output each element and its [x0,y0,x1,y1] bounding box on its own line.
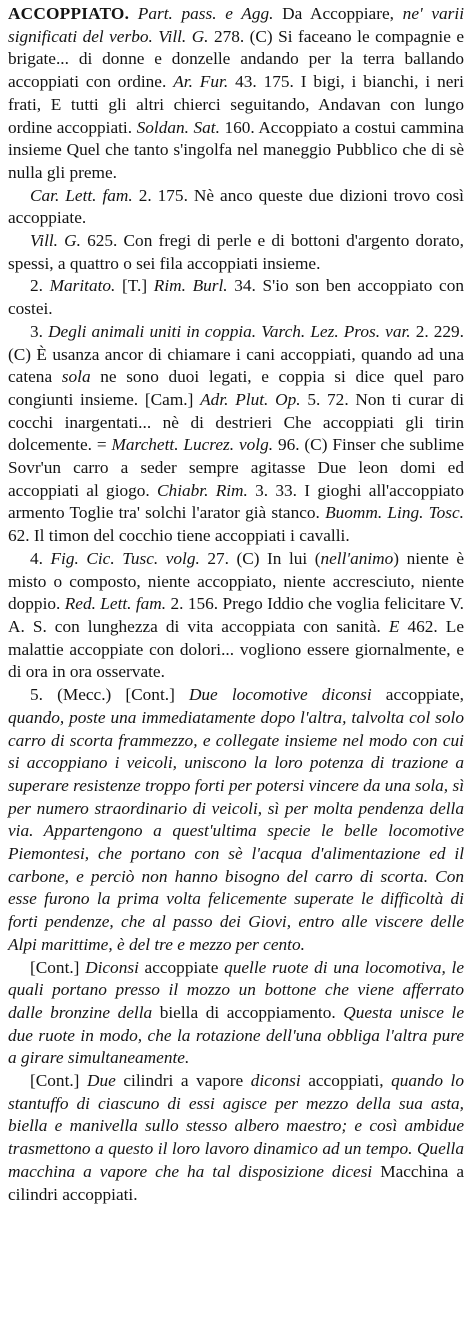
entry-headword: ACCOPPIATO. [8,4,130,23]
text-run: Da [282,4,311,23]
text-run: 34. S'io son ben accoppiato con costei. [8,276,464,319]
text-run: Fig. Cic. Tusc. volg. [50,548,200,568]
text-run: 3. 33. I gioghi all'accoppiato armento Toglie tra' solchi l'arator già stanco. [8,480,465,523]
entry-grammar: Part. pass. e Agg. [137,4,274,23]
text-run: biella di accoppiamento. [152,1002,344,1022]
text-run: 3. [30,321,49,341]
text-run: 462. Le malattie accoppiate con dolori... vogliono essere giornalmente, e di ora in ora osservate. [8,616,464,682]
text-run: diconsi [250,1071,301,1091]
text-run: accoppiati, [300,1071,392,1091]
text-run: , [389,4,403,23]
text-run: Maritato. [49,276,116,296]
text-run: Degli animali uniti in coppia. Varch. Lez. Pros. var. [48,321,411,341]
entry-sense-1-text [8,4,464,182]
text-run: [Cont.] [30,957,86,977]
text-run: Chiabr. Rim. [157,480,248,500]
text-run: Car. Lett. fam. [30,185,133,205]
text-run: quando lo stantuffo di ciascuno di essi agisce per mezzo della sua asta, biella e manivella sullo stesso albero maestro; e così ambidue trasmettono a questo il loro lavoro dinamico ad un tempo. Quella macchina a vapore che ha tal disposizione dicesi [8,1071,464,1181]
text-run: 160. Accoppiato a costui cammina insieme Quel che tanto s'ingolfa nel maneggio Pubblico che di sè nulla gli preme. [8,117,464,182]
entry-sense-5-ruote [8,957,464,1071]
text-run: Questa unisce le due ruote in modo, che la rotazione dell'una obbliga l'altra pure a girare simultaneamente. [8,1002,465,1068]
text-run: ne sono duoi legati, e coppia si dice quel paro congiunti insieme. [Cam.] [8,367,464,409]
text-run: 5. 72. Non ti curar di cocchi inargentati... nè di destrieri Che accoppiati gli tirin dolcemente. = [8,389,465,455]
text-run: [T.] [115,276,154,296]
text-run: quelle ruote di una locomotiva, le quali portano presso il mozzo un bottone che viene afferrato dalle bronzine della [8,957,465,1022]
text-run: 96. (C) Finser che sublime Sovr'un carro a seder sempre agitasse Due leon domi ed accoppiati al giogo. [8,435,464,500]
text-run: Due locomotive diconsi [188,685,372,705]
text-run: accoppiate, [371,685,464,705]
text-run: nell'animo [320,548,394,568]
entry-sense-3 [8,321,464,548]
entry-sense-5-cilindri [8,1070,464,1206]
text-run: Marchett. Lucrez. volg. [111,435,274,455]
text-run: Rim. Burl. [153,276,228,296]
text-run: Red. Lett. fam. [64,594,167,614]
text-run: Adr. Plut. Op. [200,389,301,409]
text-run: cilindri a vapore [115,1071,251,1091]
text-run: ne' varii significati del verbo. Vill. G. [8,4,464,46]
text-run: Due [87,1071,116,1091]
text-run: Buomm. Ling. Tosc. [325,503,465,523]
text-run: Ar. Fur. [173,72,229,92]
entry-sense-5 [8,684,464,956]
entry-sense-1 [8,3,464,185]
text-run: 625. Con fregi di perle e di bottoni d'argento dorato, spessi, a quattro o sei fila accoppiati insieme. [8,231,464,273]
text-run: E [388,616,400,636]
text-run: 278. (C) Si faceano le compagnie e brigate... di donne e donzelle andando per la terra ballando accoppiati con ordine. [8,26,465,92]
text-run: Diconsi [85,957,139,977]
text-run: Vill. G. [30,231,81,251]
text-run: Macchina a cilindri accoppiati. [8,1161,464,1204]
text-run: Accoppiare [310,4,390,23]
entry-sense-1-citation-car [8,185,464,230]
text-run: ) niente è misto o composto, niente accoppiato, niente accresciuto, niente doppio. [8,548,465,614]
text-run: 2. 156. Prego Iddio che voglia felicitare V. A. S. con lunghezza di vita accoppiata con sanità. [8,594,464,636]
text-run: 43. 175. I bigi, i bianchi, i neri frati, E tutti gli altri chierci seguitando, Andavan con lungo ordine accoppiati. [8,72,464,137]
text-run: accoppiate [138,957,225,977]
text-run: quando, poste una immediatamente dopo l'altra, talvolta col solo carro di scorta frammezzo, e collegate insieme nel modo con cui si accoppiano i veicoli, uniscono la loro potenza di trazione a superare resistenze troppo forti per potersi vincere da una sola, sì per numero straordinario di veicoli, sì per molta pendenza della via. Appartengono a quest'ultima specie le belle locomotive Piemontesi, che portano con sè l'acqua d'alimentazione ed il carbone, e perciò non hanno bisogno del carro di scorta. Con esse furono la prima volta felicemente superate le difficoltà di forti pendenze, che al passo dei Giovi, entro alle viscere delle Alpi marittime, è del tre e mezzo per cento. [8,707,464,954]
text-run: 27. (C) In lui ( [199,548,321,568]
entry-sense-1-citation-vill [8,230,464,275]
entry-sense-2 [8,275,464,320]
text-run: 62. Il timon del cocchio tiene accoppiati i cavalli. [8,526,350,546]
text-run: 5. (Mecc.) [Cont.] [30,685,189,705]
text-run: 4. [30,548,51,568]
text-run: [Cont.] [30,1071,88,1091]
text-run: Soldan. Sat. [136,117,220,137]
text-run: 2. 229. (C) È usanza ancor di chiamare i cani accoppiati, quando ad una catena [8,321,465,387]
text-run: 2. [30,276,50,296]
text-run: 2. 175. Nè anco queste due dizioni trovo così accoppiate. [8,185,464,228]
entry-sense-4 [8,548,464,684]
text-run: sola [61,367,91,387]
